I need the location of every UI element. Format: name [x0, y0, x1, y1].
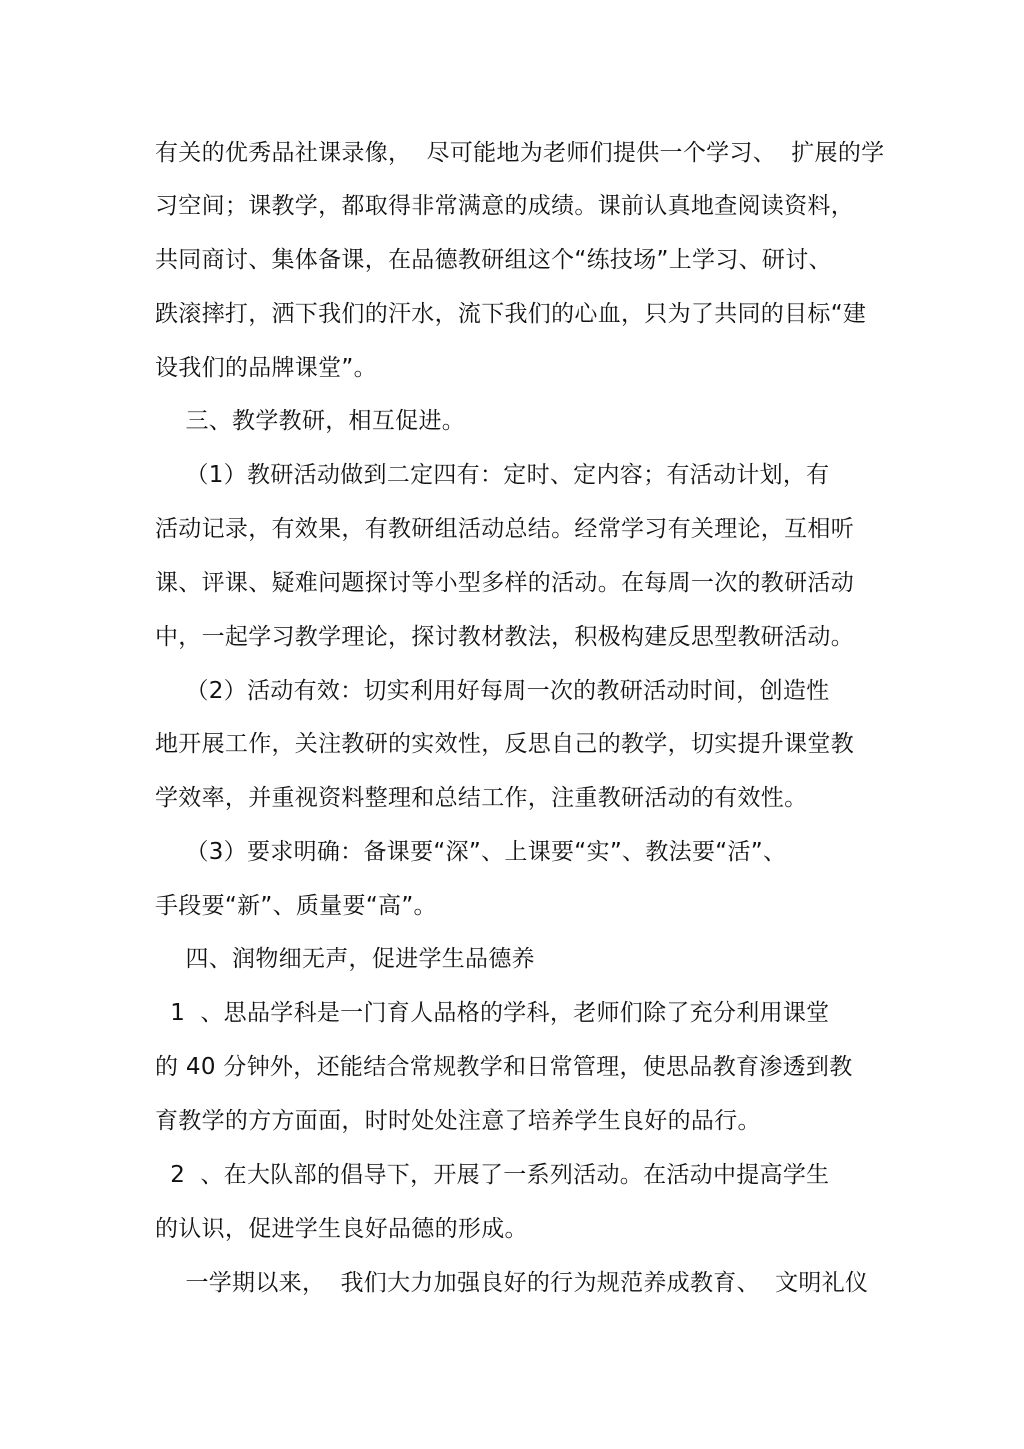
text-line: 中，一起学习教学理论，探讨教材教法，积极构建反思型教研活动。	[155, 624, 854, 650]
section-heading: 三、教学教研，相互促进。	[155, 408, 466, 434]
text-line: 手段要“新”、质量要“高”。	[155, 893, 437, 919]
text-line: 育教学的方方面面，时时处处注意了培养学生良好的品行。	[155, 1108, 761, 1134]
text-line: 一学期以来， 我们大力加强良好的行为规范养成教育、 文明礼仪	[155, 1270, 869, 1296]
text-line: 1 、思品学科是一门育人品格的学科，老师们除了充分利用课堂	[155, 1000, 830, 1026]
section-heading: 四、润物细无声，促进学生品德养	[155, 946, 535, 972]
text-line: 习空间；课教学，都取得非常满意的成绩。课前认真地查阅读资料，	[155, 193, 854, 219]
text-line: 共同商讨、集体备课，在品德教研组这个“练技场”上学习、研讨、	[155, 247, 832, 273]
text-line: （3）要求明确：备课要“深”、上课要“实”、教法要“活”、	[155, 839, 787, 865]
text-line: （2）活动有效：切实利用好每周一次的教研活动时间，创造性	[155, 678, 830, 704]
text-line: 设我们的品牌课堂”。	[155, 355, 377, 381]
text-line: 跌滚摔打，洒下我们的汗水，流下我们的心血，只为了共同的目标“建	[155, 301, 867, 327]
text-line: 地开展工作，关注教研的实效性，反思自己的教学，切实提升课堂教	[155, 731, 854, 757]
text-line: 2 、在大队部的倡导下，开展了一系列活动。在活动中提高学生	[155, 1162, 830, 1188]
text-line: 课、评课、疑难问题探讨等小型多样的活动。在每周一次的教研活动	[155, 570, 854, 596]
text-line: （1）教研活动做到二定四有：定时、定内容；有活动计划，有	[155, 462, 830, 488]
text-line: 的 40 分钟外，还能结合常规教学和日常管理，使思品教育渗透到教	[155, 1054, 853, 1080]
text-line: 的认识，促进学生良好品德的形成。	[155, 1216, 528, 1242]
text-line: 活动记录，有效果，有教研组活动总结。经常学习有关理论，互相听	[155, 516, 854, 542]
text-line: 学效率，并重视资料整理和总结工作，注重教研活动的有效性。	[155, 785, 808, 811]
text-line: 有关的优秀品社课录像， 尽可能地为老师们提供一个学习、 扩展的学	[155, 140, 885, 166]
